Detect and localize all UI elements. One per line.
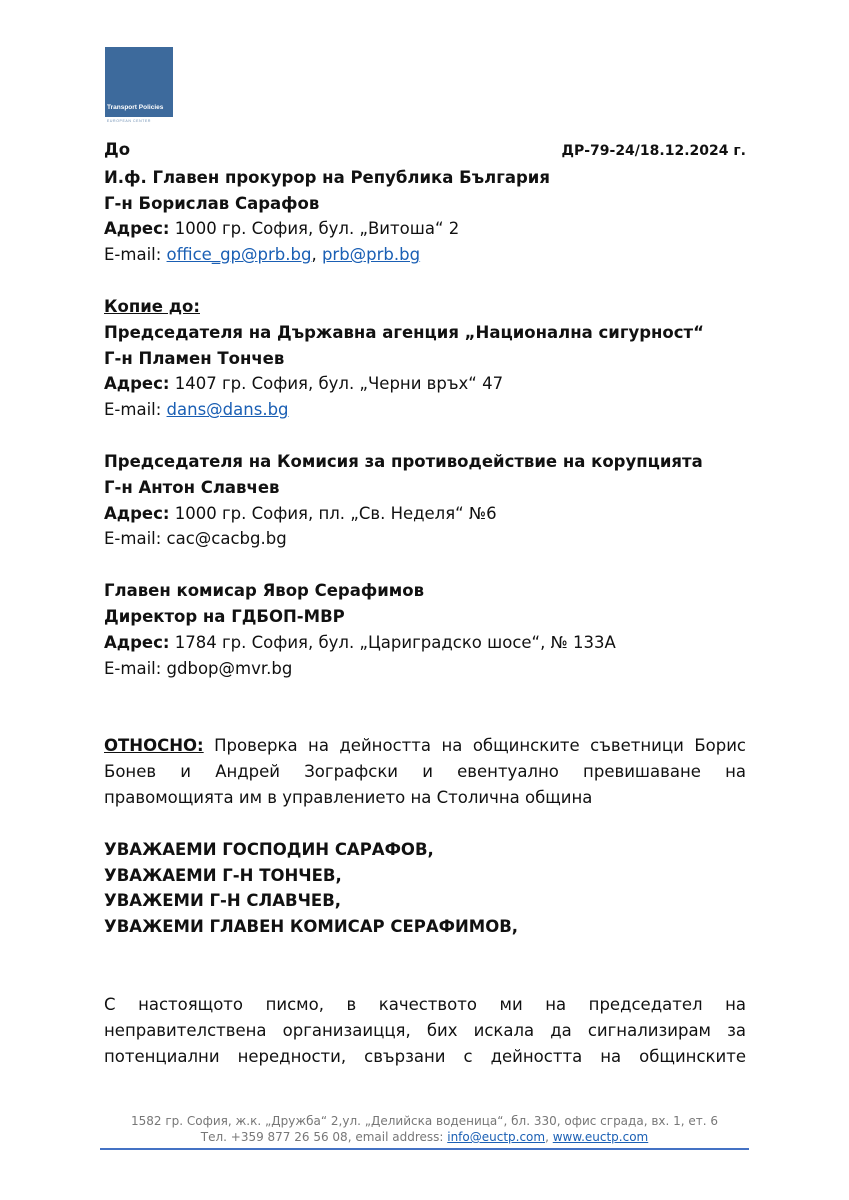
- email-link-office[interactable]: office_gp@prb.bg: [166, 245, 312, 265]
- logo-subtext: EUROPEAN CENTER: [107, 119, 152, 123]
- address-label: Адрес:: [104, 374, 170, 394]
- footer-website-link[interactable]: www.euctp.com: [552, 1130, 649, 1144]
- address-value: 1000 гр. София, бул. „Витоша“ 2: [169, 219, 460, 239]
- recipient-name: Г-н Борислав Сарафов: [104, 193, 320, 213]
- salutation-1: УВАЖАЕМИ ГОСПОДИН САРАФОВ,: [104, 839, 434, 859]
- document-number: ДР-79-24/18.12.2024 г.: [561, 143, 746, 159]
- address-label: Адрес:: [104, 632, 170, 652]
- subject-line-2: Бонев и Андрей Зографски и евентуално превишаване на: [104, 762, 746, 782]
- footer-divider: [100, 1148, 749, 1150]
- salutation-3: УВАЖЕМИ Г-Н СЛАВЧЕВ,: [104, 891, 342, 911]
- logo-text: Transport Policies: [107, 104, 164, 111]
- salutation-4: УВАЖЕМИ ГЛАВЕН КОМИСАР СЕРАФИМОВ,: [104, 917, 519, 937]
- email-label: E-mail:: [104, 245, 167, 265]
- body-line-3: потенциални нередности, свързани с дейността на общинските: [104, 1046, 746, 1066]
- copy-1-email: [104, 397, 746, 423]
- copy-2-title: Председателя на Комисия за противодействие на корупцията: [104, 451, 703, 471]
- body-line-2: неправителствена организаицця, бих искала да сигнализирам за: [104, 1020, 746, 1040]
- subject-text-1: Проверка на дейността на общинските съветници Борис: [203, 736, 746, 756]
- footer-phone: Тел. +359 877 26 56 08, email address:: [200, 1130, 448, 1144]
- email-link-prb[interactable]: prb@prb.bg: [321, 245, 421, 265]
- email-label: E-mail:: [104, 400, 167, 420]
- footer-address: 1582 гр. София, ж.к. „Дружба“ 2,ул. „Делийска воденица“, бл. 330, офис сграда, вх. 1, ет. 6: [130, 1114, 719, 1128]
- header-row: [104, 137, 746, 165]
- address-value: 1407 гр. София, бул. „Черни връх“ 47: [169, 374, 504, 394]
- copies-label: Копие до:: [104, 296, 200, 316]
- to-label: До: [104, 140, 131, 159]
- copy-1-name: Г-н Пламен Тончев: [104, 348, 285, 368]
- footer-separator: ,: [545, 1130, 553, 1144]
- copy-3-name: Директор на ГДБОП-МВР: [104, 606, 345, 626]
- copy-2-email: E-mail: cac@cacbg.bg: [104, 529, 287, 549]
- copy-3-title: Главен комисар Явор Серафимов: [104, 581, 425, 601]
- copy-3-email: E-mail: gdbop@mvr.bg: [104, 658, 293, 678]
- email-link-dans[interactable]: dans@dans.bg: [166, 400, 289, 420]
- email-separator: ,: [311, 245, 322, 265]
- copy-2-address: [104, 501, 746, 527]
- address-value: 1000 гр. София, пл. „Св. Неделя“ №6: [169, 503, 497, 523]
- copy-3-address: [104, 630, 746, 656]
- copy-2-name: Г-н Антон Славчев: [104, 477, 280, 497]
- salutation-2: УВАЖАЕМИ Г-Н ТОНЧЕВ,: [104, 865, 342, 885]
- recipient-email: [104, 242, 746, 268]
- address-label: Адрес:: [104, 503, 170, 523]
- page-footer: [100, 1113, 749, 1145]
- subject-label: ОТНОСНО:: [104, 736, 204, 756]
- subject-line-3: правомощията им в управлението на Столична община: [104, 787, 593, 807]
- address-value: 1784 гр. София, бул. „Цариградско шосе“, № 133А: [169, 632, 616, 652]
- footer-email-link[interactable]: info@euctp.com: [447, 1130, 546, 1144]
- copy-1-title: Председателя на Държавна агенция „Национална сигурност“: [104, 322, 704, 342]
- organization-logo: [105, 47, 173, 123]
- footer-contacts: [100, 1129, 749, 1145]
- copy-1-address: [104, 371, 746, 397]
- subject-line-1: [104, 733, 746, 759]
- recipient-address: [104, 216, 746, 242]
- address-label: Адрес:: [104, 219, 170, 239]
- letter-body: [104, 137, 746, 1069]
- body-line-1: С настоящото писмо, в качеството ми на председател на: [104, 994, 746, 1014]
- recipient-title: И.ф. Главен прокурор на Република България: [104, 167, 550, 187]
